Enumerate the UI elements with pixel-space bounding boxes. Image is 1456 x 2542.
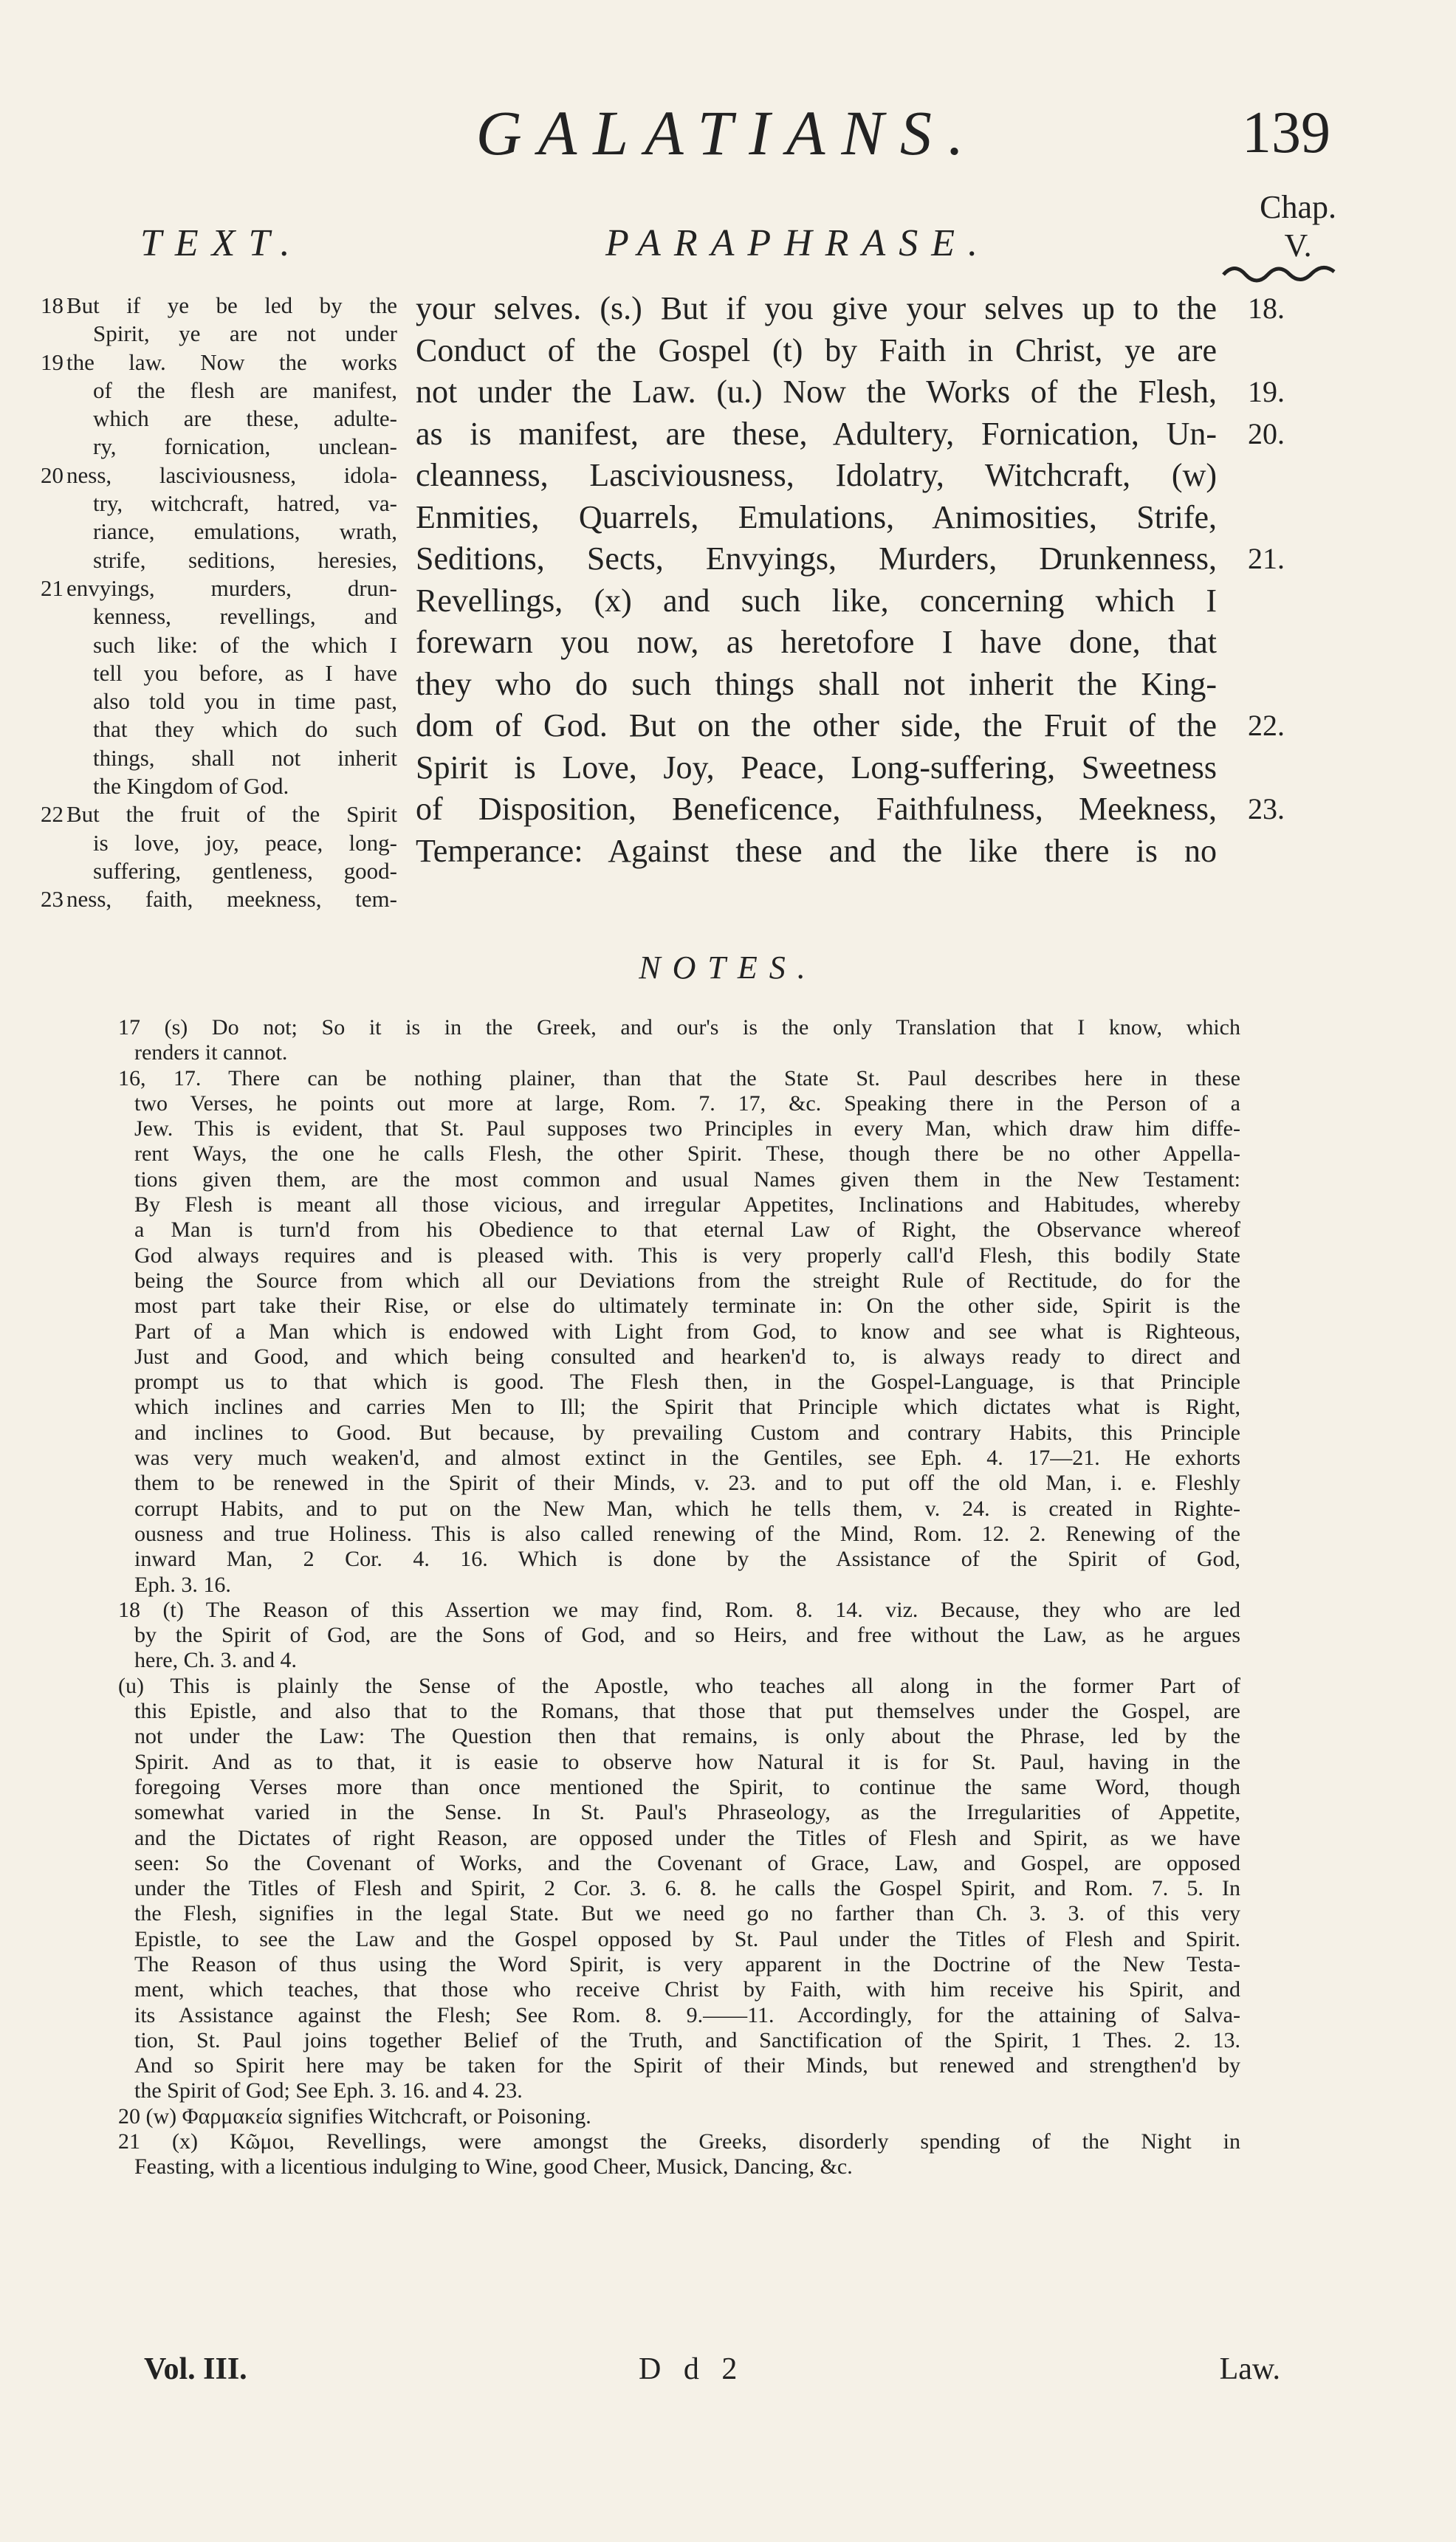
note-line: tions given them, are the most common and usual Names given them in the New Testament:	[134, 1167, 1240, 1192]
note-line: not under the Law: The Question then that remains, is only about the Phrase, led by the	[134, 1724, 1240, 1749]
note-line: inward Man, 2 Cor. 4. 16. Which is done by the Assistance of the Spirit of God,	[134, 1547, 1240, 1572]
text-line	[35, 518, 397, 546]
verse-margin-references	[1248, 288, 1329, 872]
text-line	[35, 885, 397, 913]
verse-number	[35, 489, 63, 518]
note-line: the Spirit of God; See Eph. 3. 16. and 4. 23.	[134, 2078, 523, 2103]
paraphrase-line: Temperance: Against these and the like there is no	[416, 832, 1217, 869]
margin-verse-ref	[1248, 580, 1329, 622]
verse-number	[35, 857, 63, 885]
notes-section	[118, 1015, 1240, 2180]
paraphrase-line: of Disposition, Beneficence, Faithfulness, Meekness,	[416, 791, 1217, 827]
text-line	[35, 292, 397, 320]
verse-number	[35, 320, 63, 348]
text-line-content: also told you in time past,	[93, 688, 397, 715]
note-line: which inclines and carries Men to Ill; the Spirit that Principle which dictates what is Right,	[134, 1395, 1240, 1420]
verse-number: 20	[41, 461, 63, 488]
text-line-content: the Kingdom of God.	[93, 773, 289, 800]
note-line: and inclines to Good. But because, by prevailing Custom and contrary Habits, this Principle	[134, 1420, 1240, 1445]
chapter-word: Chap.	[1260, 189, 1336, 225]
margin-verse-ref	[1248, 622, 1329, 664]
text-line-content: such like: of the which I	[93, 631, 397, 658]
note-line: 21 (x) Κῶμοι, Revellings, were amongst the Greeks, disorderly spending of the Night in	[118, 2129, 1240, 2154]
text-line-content: try, witchcraft, hatred, va-	[93, 490, 397, 517]
paraphrase-line: Enmities, Quarrels, Emulations, Animosities, Strife,	[416, 498, 1217, 535]
notes-title: NOTES.	[639, 949, 817, 986]
margin-verse-ref	[1248, 747, 1329, 789]
note-line: Just and Good, and which being consulted and hearken'd to, is always ready to direct and	[134, 1344, 1240, 1369]
verse-number	[35, 659, 63, 687]
note-line: was very much weaken'd, and almost extinct in the Gentiles, see Eph. 4. 17—21. He exhorts	[134, 1446, 1240, 1471]
verse-number	[35, 631, 63, 659]
note-line: tion, St. Paul joins together Belief of the Truth, and Sanctification of the Spirit, 1 Thes. 2. 13.	[134, 2027, 1240, 2053]
text-line-content: But the fruit of the Spirit	[66, 801, 397, 828]
text-line	[35, 546, 397, 574]
text-line-content: ry, fornication, unclean-	[93, 433, 397, 460]
note-line: 18 (t) The Reason of this Assertion we may find, Rom. 8. 14. viz. Because, they who are led	[118, 1597, 1240, 1622]
text-line-content: tell you before, as I have	[93, 659, 397, 686]
paraphrase-line: they who do such things shall not inherit the King-	[416, 665, 1217, 702]
note-line: corrupt Habits, and to put on the New Man, which he tells them, v. 24. is created in Righte-	[134, 1496, 1240, 1521]
verse-number	[35, 546, 63, 574]
text-line-content: is love, joy, peace, long-	[93, 829, 397, 856]
verse-number	[35, 433, 63, 461]
margin-verse-ref	[1248, 330, 1329, 372]
note-line: the Flesh, signifies in the legal State. But we need go no farther than Ch. 3. 3. of this very	[134, 1901, 1240, 1926]
verse-number: 21	[41, 574, 63, 601]
chapter-label	[1260, 188, 1336, 265]
text-line-content: envyings, murders, drun-	[66, 574, 397, 601]
text-line	[35, 687, 397, 715]
note-line: God always requires and is pleased with. This is very properly call'd Flesh, this bodily State	[134, 1243, 1240, 1268]
text-line	[35, 772, 397, 800]
text-line-content: of the flesh are manifest,	[93, 377, 397, 403]
paraphrase-line: Spirit is Love, Joy, Peace, Long-suffering, Sweetness	[416, 749, 1217, 786]
note-line: Spirit. And as to that, it is easie to observe how Natural it is for St. Paul, having in the	[134, 1749, 1240, 1774]
paraphrase-column-heading: PARAPHRASE.	[605, 222, 991, 264]
note-line: Eph. 3. 16.	[134, 1572, 231, 1597]
verse-number	[35, 715, 63, 743]
note-line: Feasting, with a licentious indulging to Wine, good Cheer, Musick, Dancing, &c.	[134, 2154, 853, 2179]
text-line-content: ness, lasciviousness, idola-	[66, 461, 397, 488]
note-line: here, Ch. 3. and 4.	[134, 1648, 297, 1673]
text-line-content: But if ye be led by the	[66, 292, 397, 318]
verse-number	[35, 405, 63, 433]
margin-verse-ref: 23.	[1248, 792, 1285, 825]
note-line: them to be renewed in the Spirit of their Minds, v. 23. and to put off the old Man, i. e. Fleshly	[134, 1471, 1240, 1496]
margin-verse-ref	[1248, 455, 1329, 497]
note-line: a Man is turn'd from his Obedience to that eternal Law of Right, the Observance whereof	[134, 1217, 1240, 1243]
text-line	[35, 829, 397, 857]
margin-verse-ref	[1248, 497, 1329, 539]
ornament-swash-icon	[1220, 258, 1338, 288]
verse-number	[35, 602, 63, 631]
verse-number	[35, 744, 63, 772]
paraphrase-line: dom of God. But on the other side, the Fruit of the	[416, 707, 1217, 743]
text-line-content: things, shall not inherit	[93, 744, 397, 771]
paraphrase-line: as is manifest, are these, Adultery, Fornication, Un-	[416, 415, 1217, 452]
text-line-content: which are these, adulte-	[93, 405, 397, 432]
paraphrase-line: forewarn you now, as heretofore I have done, that	[416, 624, 1217, 660]
text-line-content: Spirit, ye are not under	[93, 320, 397, 347]
text-line	[35, 715, 397, 743]
text-line-content: suffering, gentleness, good-	[93, 857, 397, 884]
running-title: GALATIANS.	[475, 97, 981, 168]
text-line	[35, 405, 397, 433]
text-line	[35, 489, 397, 518]
text-line	[35, 574, 397, 602]
margin-verse-ref: 22.	[1248, 709, 1285, 742]
text-line	[35, 320, 397, 348]
margin-verse-ref	[1248, 664, 1329, 706]
note-line: by the Spirit of God, are the Sons of God, and so Heirs, and free without the Law, as he argues	[134, 1623, 1240, 1648]
note-line: renders it cannot.	[134, 1040, 288, 1065]
signature-mark: D d 2	[639, 2352, 745, 2386]
note-line: Epistle, to see the Law and the Gospel opposed by St. Paul under the Titles of Flesh and Spirit.	[134, 1926, 1240, 1951]
text-line-content: kenness, revellings, and	[93, 603, 397, 630]
text-line-content: ness, faith, meekness, tem-	[66, 886, 397, 913]
note-line: The Reason of thus using the Word Spirit, is very apparent in the Doctrine of the New Testa-	[134, 1951, 1240, 1976]
paraphrase-line: Seditions, Sects, Envyings, Murders, Drunkenness,	[416, 540, 1217, 577]
text-line	[35, 348, 397, 377]
verse-number	[35, 772, 63, 800]
margin-verse-ref: 21.	[1248, 542, 1285, 575]
margin-verse-ref: 19.	[1248, 375, 1285, 408]
text-line	[35, 433, 397, 461]
note-line: under the Titles of Flesh and Spirit, 2 Cor. 3. 6. 8. he calls the Gospel Spirit, and Rom. 7. 5. In	[134, 1876, 1240, 1901]
text-line	[35, 631, 397, 659]
chapter-number: V.	[1284, 227, 1312, 264]
text-line-content: the law. Now the works	[66, 348, 397, 375]
margin-verse-ref: 20.	[1248, 416, 1285, 450]
verse-number: 18	[41, 292, 63, 318]
note-line: And so Spirit here may be taken for the Spirit of their Minds, but renewed and strengthen'd by	[134, 2053, 1240, 2078]
verse-number: 19	[41, 348, 63, 375]
paraphrase-line: cleanness, Lasciviousness, Idolatry, Witchcraft, (w)	[416, 457, 1217, 493]
note-line: 20 (w) Φαρμακεία signifies Witchcraft, or Poisoning.	[118, 2103, 591, 2129]
note-line: Jew. This is evident, that St. Paul supposes two Principles in every Man, which draw him diffe-	[134, 1116, 1240, 1141]
verse-number: 22	[41, 801, 63, 828]
note-line: 16, 17. There can be nothing plainer, than that the State St. Paul describes here in these	[118, 1065, 1240, 1090]
text-line-content: riance, emulations, wrath,	[93, 518, 397, 545]
page-number: 139	[1242, 100, 1330, 165]
verse-number	[35, 518, 63, 546]
verse-number	[35, 687, 63, 715]
note-line: seen: So the Covenant of Works, and the Covenant of Grace, Law, and Gospel, are opposed	[134, 1850, 1240, 1875]
volume-label: Vol. III.	[144, 2352, 247, 2386]
note-line: (u) This is plainly the Sense of the Apostle, who teaches all along in the former Part of	[118, 1673, 1240, 1698]
text-line	[35, 800, 397, 828]
paraphrase-column	[416, 288, 1217, 872]
note-line: and the Dictates of right Reason, are opposed under the Titles of Flesh and Spirit, as we have	[134, 1825, 1240, 1850]
scripture-text-column	[35, 292, 397, 914]
text-line	[35, 659, 397, 687]
text-line	[35, 377, 397, 405]
text-line	[35, 602, 397, 631]
note-line: prompt us to that which is good. The Flesh then, in the Gospel-Language, is that Principle	[134, 1370, 1240, 1395]
text-line-content: strife, seditions, heresies,	[93, 546, 397, 573]
catchword: Law.	[1219, 2352, 1280, 2386]
note-line: ment, which teaches, that those who receive Christ by Faith, with him receive his Spirit, and	[134, 1977, 1240, 2002]
verse-number: 23	[41, 886, 63, 913]
paraphrase-line: not under the Law. (u.) Now the Works of the Flesh,	[416, 374, 1217, 410]
note-line: rent Ways, the one he calls Flesh, the other Spirit. These, though there be no other Appella-	[134, 1141, 1240, 1167]
paraphrase-line: Conduct of the Gospel (t) by Faith in Christ, ye are	[416, 332, 1217, 368]
note-line: Part of a Man which is endowed with Light from God, to know and see what is Righteous,	[134, 1319, 1240, 1344]
paraphrase-line: your selves. (s.) But if you give your selves up to the	[416, 290, 1217, 326]
margin-verse-ref: 18.	[1248, 292, 1285, 325]
text-column-heading: TEXT.	[140, 222, 303, 264]
verse-number	[35, 377, 63, 405]
text-line	[35, 744, 397, 772]
note-line: 17 (s) Do not; So it is in the Greek, and our's is the only Translation that I know, which	[118, 1015, 1240, 1040]
paraphrase-line: Revellings, (x) and such like, concerning which I	[416, 582, 1217, 619]
note-line: two Verses, he points out more at large, Rom. 7. 17, &c. Speaking there in the Person of a	[134, 1090, 1240, 1116]
note-line: being the Source from which all our Deviations from the streight Rule of Rectitude, do for the	[134, 1268, 1240, 1293]
text-line-content: that they which do such	[93, 716, 397, 743]
note-line: ousness and true Holiness. This is also called renewing of the Mind, Rom. 12. 2. Renewing of the	[134, 1521, 1240, 1546]
margin-verse-ref	[1248, 831, 1329, 873]
note-line: its Assistance against the Flesh; See Rom. 8. 9.——11. Accordingly, for the attaining of Salva-	[134, 2002, 1240, 2027]
text-line	[35, 857, 397, 885]
text-line	[35, 461, 397, 489]
note-line: foregoing Verses more than once mentioned the Spirit, to continue the same Word, though	[134, 1774, 1240, 1799]
note-line: somewhat varied in the Sense. In St. Paul's Phraseology, as the Irregularities of Appetite,	[134, 1800, 1240, 1825]
verse-number	[35, 829, 63, 857]
note-line: most part take their Rise, or else do ultimately terminate in: On the other side, Spirit is the	[134, 1294, 1240, 1319]
note-line: this Epistle, and also that to the Romans, that those that put themselves under the Gospel, are	[134, 1699, 1240, 1724]
note-line: By Flesh is meant all those vicious, and irregular Appetites, Inclinations and Habitudes, whereby	[134, 1192, 1240, 1217]
